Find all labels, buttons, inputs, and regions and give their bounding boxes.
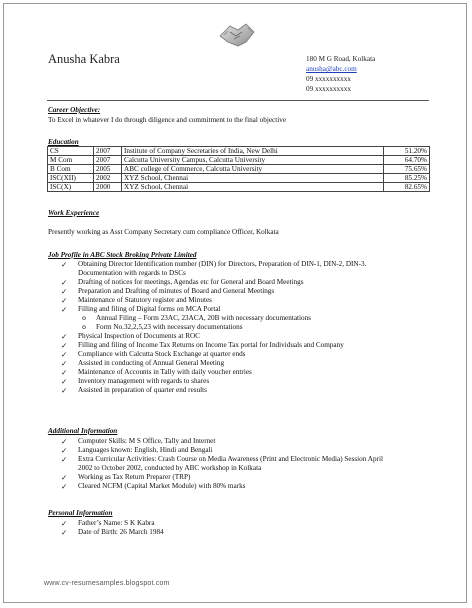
job-item: ✓ Maintenance of Statutory register and Minutes [61, 296, 212, 305]
checkmark-icon: ✓ [61, 386, 68, 395]
checkmark-icon: ✓ [61, 455, 68, 464]
edu-year-cell: 2000 [94, 183, 122, 192]
edu-year-cell: 2007 [94, 147, 122, 156]
edu-institute-cell: ABC college of Commerce, Calcutta University [122, 165, 384, 174]
applicant-name: Anusha Kabra [48, 52, 120, 66]
job-item: ✓ Preparation and Drafting of minutes of Board and General Meetings [61, 287, 275, 296]
edu-degree-cell: M Com [48, 156, 94, 165]
mca-forms-sublist [78, 314, 431, 332]
job-item: ✓ Drafting of notices for meetings, Agendas etc for General and Board Meetings [61, 278, 304, 287]
section-title-career: Career Objective: [48, 106, 101, 114]
phone-primary: 09 xxxxxxxxxx [306, 75, 351, 83]
additional-item: ✓ Working as Tax Return Preparer (TRP) [61, 473, 191, 482]
circle-bullet-icon: o [82, 323, 86, 331]
checkmark-icon: ✓ [61, 473, 68, 482]
checkmark-icon: ✓ [61, 332, 68, 341]
checkmark-icon: ✓ [61, 359, 68, 368]
job-item: ✓ Maintenance of Accounts in Tally with daily voucher entries [61, 368, 252, 377]
edu-degree-cell: ISC(X) [48, 183, 94, 192]
edu-institute-cell: XYZ School, Chennai [122, 174, 384, 183]
edu-degree-cell: ISC(XII) [48, 174, 94, 183]
job-item: ✓ Inventory management with regards to shares [61, 377, 210, 386]
edu-percentage-cell: 51.20% [384, 147, 430, 156]
edu-institute-cell: XYZ School, Chennai [122, 183, 384, 192]
additional-item: 2002 to October 2002, conducted by ABC workshop in Kolkata [78, 464, 262, 472]
job-subitem: o Form No.32,2,5,23 with necessary documentations [82, 323, 243, 331]
job-item: ✓ Assisted in preparation of quarter end results [61, 386, 207, 395]
personal-item: ✓ Father’s Name: S K Kabra [61, 519, 155, 528]
checkmark-icon: ✓ [61, 296, 68, 305]
education-row [48, 156, 430, 165]
edu-percentage-cell: 85.25% [384, 174, 430, 183]
job-item: ✓ Filling and filing of Income Tax Returns on Income Tax portal for Individuals and Company [61, 341, 344, 350]
additional-list [61, 437, 431, 491]
additional-item: ✓ Cleared NCFM (Capital Market Module) with 80% marks [61, 482, 246, 491]
edu-degree-cell: B Com [48, 165, 94, 174]
job-item: ✓ Compliance with Calcutta Stock Exchange at quarter ends [61, 350, 246, 359]
section-title-personal: Personal Information [48, 509, 113, 517]
additional-list-wrap [61, 437, 431, 491]
section-title-work: Work Experience [48, 209, 100, 217]
additional-item: ✓ Extra Curricular Activities: Crash Course on Media Awareness (Print and Electronic Media) Session April [61, 455, 383, 464]
work-experience-text: Presently working as Asst Company Secretary cum compliance Officer, Kolkata [48, 228, 279, 236]
section-title-job-profile: Job Profile in ABC Stock Broking Private Limited [48, 251, 197, 259]
edu-institute-cell: Institute of Company Secretaries of India, New Delhi [122, 147, 384, 156]
edu-percentage-cell: 64.70% [384, 156, 430, 165]
education-table-wrap [47, 146, 430, 192]
footer-website-link[interactable]: www.cv-resumesamples.blogspot.com [44, 580, 170, 587]
job-profile-list-wrap [61, 260, 431, 395]
checkmark-icon: ✓ [61, 350, 68, 359]
additional-item: ✓ Languages known: English, Hindi and Bengali [61, 446, 213, 455]
edu-degree-cell: CS [48, 147, 94, 156]
job-item: Documentation with regards to DSCs [78, 269, 186, 277]
phone-secondary: 09 xxxxxxxxxx [306, 85, 351, 93]
checkmark-icon: ✓ [61, 437, 68, 446]
education-table [47, 146, 430, 192]
circle-bullet-icon: o [82, 314, 86, 322]
handshake-logo-icon [216, 12, 258, 54]
job-subitems [61, 314, 431, 332]
section-title-education: Education [48, 138, 79, 146]
address: 180 M G Road, Kolkata [306, 55, 376, 63]
education-row [48, 165, 430, 174]
edu-percentage-cell: 82.65% [384, 183, 430, 192]
checkmark-icon: ✓ [61, 305, 68, 314]
job-item: ✓ Physical Inspection of Documents at ROC [61, 332, 200, 341]
contact-block [306, 54, 375, 94]
personal-item: ✓ Date of Birth: 26 March 1984 [61, 528, 164, 537]
checkmark-icon: ✓ [61, 341, 68, 350]
career-objective-text: To Excel in whatever I do through diligence and commitment to the final objective [48, 116, 287, 124]
edu-year-cell: 2005 [94, 165, 122, 174]
edu-institute-cell: Calcutta University Campus, Calcutta University [122, 156, 384, 165]
checkmark-icon: ✓ [61, 278, 68, 287]
personal-list [61, 519, 431, 537]
job-item: ✓ Filling and filing of Digital forms on MCA Portal [61, 305, 221, 314]
education-row [48, 147, 430, 156]
checkmark-icon: ✓ [61, 528, 68, 537]
header-divider [47, 100, 429, 101]
job-item: ✓ Obtaining Director Identification number (DIN) for Directors, Preparation of DIN-1, DIN-2, DIN-3. [61, 260, 367, 269]
job-subitem: o Annual Filing – Form 23AC, 23ACA, 20B with necessary documentations [82, 314, 312, 322]
section-title-additional: Additional Information [48, 427, 118, 435]
checkmark-icon: ✓ [61, 482, 68, 491]
job-profile-list [61, 260, 431, 395]
education-row [48, 174, 430, 183]
job-item: ✓ Assisted in conducting of Annual General Meeting [61, 359, 225, 368]
checkmark-icon: ✓ [61, 260, 68, 269]
checkmark-icon: ✓ [61, 287, 68, 296]
additional-item: ✓ Computer Skills: M S Office, Tally and Internet [61, 437, 216, 446]
checkmark-icon: ✓ [61, 446, 68, 455]
education-row [48, 183, 430, 192]
checkmark-icon: ✓ [61, 368, 68, 377]
checkmark-icon: ✓ [61, 519, 68, 528]
edu-year-cell: 2002 [94, 174, 122, 183]
checkmark-icon: ✓ [61, 377, 68, 386]
personal-list-wrap [61, 519, 431, 537]
edu-year-cell: 2007 [94, 156, 122, 165]
email-link[interactable]: anusha@abc.com [306, 65, 357, 73]
edu-percentage-cell: 75.65% [384, 165, 430, 174]
